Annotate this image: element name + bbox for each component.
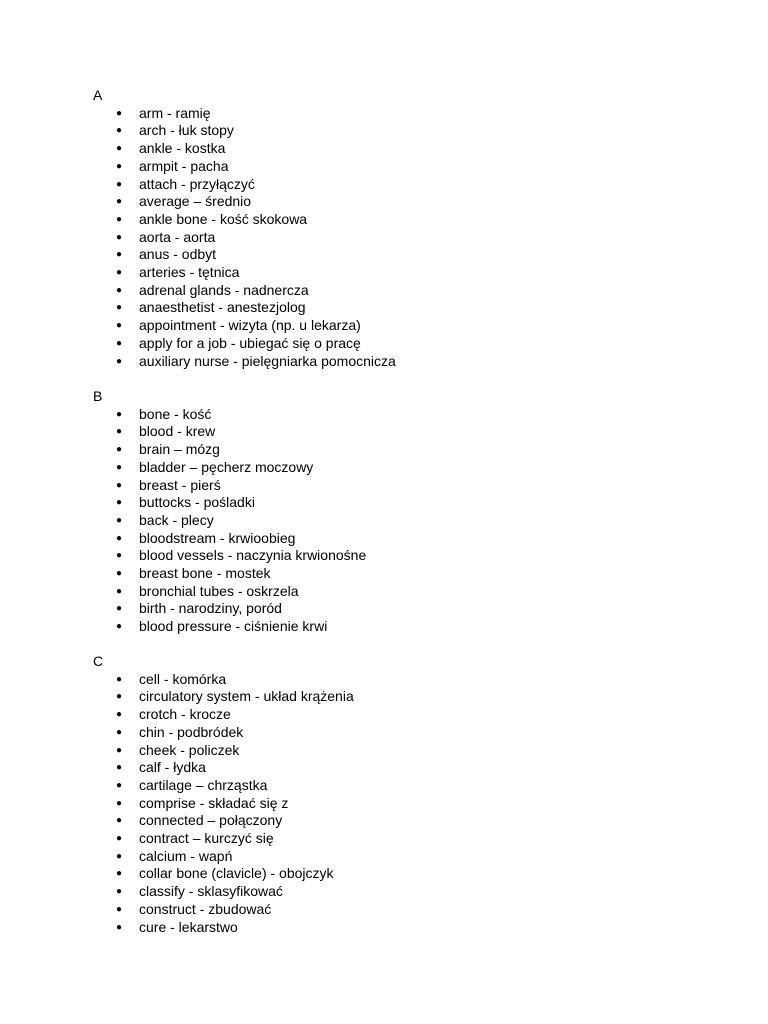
bullet-icon: ● xyxy=(116,143,123,155)
vocabulary-entry: cheek - policzek xyxy=(139,741,240,758)
bullet-icon: ● xyxy=(116,550,123,562)
vocabulary-entry: construct - zbudować xyxy=(139,900,272,917)
bullet-icon: ● xyxy=(116,833,123,844)
bullet-icon: ● xyxy=(116,302,123,314)
bullet-icon: ● xyxy=(116,267,123,278)
vocabulary-entry: circulatory system - układ krążenia xyxy=(139,688,354,705)
vocabulary-entry: ankle bone - kość skokowa xyxy=(139,210,308,227)
bullet-icon: ● xyxy=(116,850,123,862)
vocabulary-entry: breast - pierś xyxy=(139,476,221,493)
vocabulary-entry: arm - ramię xyxy=(139,104,211,121)
bullet-icon: ● xyxy=(116,585,123,597)
vocabulary-entry: anus - odbyt xyxy=(139,246,217,263)
vocabulary-entry: bone - kość xyxy=(139,405,212,422)
vocabulary-entry: apply for a job - ubiegać się o pracę xyxy=(139,334,361,351)
bullet-icon: ● xyxy=(116,621,123,633)
vocabulary-entry: comprise - składać się z xyxy=(139,794,289,811)
vocabulary-entry: bloodstream - krwioobieg xyxy=(139,529,296,546)
vocabulary-entry: appointment - wizyta (np. u lekarza) xyxy=(139,317,361,334)
vocabulary-entry: buttocks - pośladki xyxy=(139,494,255,511)
vocabulary-entry: blood - krew xyxy=(139,423,216,440)
bullet-icon: ● xyxy=(116,160,123,172)
bullet-icon: ● xyxy=(116,444,123,456)
bullet-icon: ● xyxy=(116,231,123,243)
bullet-icon: ● xyxy=(116,797,123,809)
bullet-icon: ● xyxy=(116,568,123,579)
vocabulary-entry: contract – kurczyć się xyxy=(139,830,274,846)
bullet-icon: ● xyxy=(116,461,123,473)
bullet-icon: ● xyxy=(116,532,123,544)
vocabulary-entry: attach - przyłączyć xyxy=(139,175,255,192)
vocabulary-entry: chin - podbródek xyxy=(139,723,244,740)
bullet-icon: ● xyxy=(116,196,123,208)
bullet-icon: ● xyxy=(116,320,123,332)
bullet-icon: ● xyxy=(116,921,123,933)
bullet-icon: ● xyxy=(116,691,123,703)
bullet-icon: ● xyxy=(116,709,123,721)
vocabulary-entry: average – średnio xyxy=(139,193,252,210)
vocabulary-entry: birth - narodziny, poród xyxy=(139,600,282,617)
bullet-icon: ● xyxy=(116,673,123,685)
bullet-icon: ● xyxy=(116,514,123,526)
vocabulary-entry: auxiliary nurse - pielęgniarka pomocnicza xyxy=(139,352,396,369)
vocabulary-entry: anaesthetist - anestezjolog xyxy=(139,299,306,316)
vocabulary-entry: breast bone - mostek xyxy=(139,565,271,581)
bullet-icon: ● xyxy=(116,603,123,615)
vocabulary-entry: cure - lekarstwo xyxy=(139,918,238,935)
bullet-icon: ● xyxy=(116,107,123,119)
vocabulary-entry: blood pressure - ciśnienie krwi xyxy=(139,618,328,635)
bullet-icon: ● xyxy=(116,868,123,880)
bullet-icon: ● xyxy=(116,744,123,756)
bullet-icon: ● xyxy=(116,284,123,296)
bullet-icon: ● xyxy=(116,815,123,827)
vocabulary-entry: cartilage – chrząstka xyxy=(139,776,268,793)
vocabulary-entry: blood vessels - naczynia krwionośne xyxy=(139,547,367,564)
bullet-icon: ● xyxy=(116,426,123,438)
vocabulary-entry: bladder – pęcherz moczowy xyxy=(139,458,314,475)
vocabulary-entry: arteries - tętnica xyxy=(139,264,240,280)
vocabulary-entry: crotch - krocze xyxy=(139,706,231,723)
vocabulary-entry: ankle - kostka xyxy=(139,140,226,157)
vocabulary-entry: connected – połączony xyxy=(139,812,283,829)
section-letter-a: A xyxy=(93,87,103,103)
vocabulary-entry: calf - łydka xyxy=(139,759,206,776)
bullet-icon: ● xyxy=(116,125,123,137)
bullet-icon: ● xyxy=(116,178,123,190)
vocabulary-entry: arch - łuk stopy xyxy=(139,122,234,139)
vocabulary-entry: bronchial tubes - oskrzela xyxy=(139,582,299,599)
bullet-icon: ● xyxy=(116,408,123,420)
bullet-icon: ● xyxy=(116,726,123,738)
vocabulary-entry: adrenal glands - nadnercza xyxy=(139,281,309,298)
bullet-icon: ● xyxy=(116,213,123,225)
vocabulary-entry: aorta - aorta xyxy=(139,228,216,245)
bullet-icon: ● xyxy=(116,337,123,349)
bullet-icon: ● xyxy=(116,903,123,915)
vocabulary-entry: calcium - wapń xyxy=(139,847,233,864)
vocabulary-entry: cell - komórka xyxy=(139,670,227,687)
section-letter-b: B xyxy=(93,388,103,404)
vocabulary-entry: classify - sklasyfikować xyxy=(139,883,283,900)
bullet-icon: ● xyxy=(116,886,123,898)
vocabulary-entry: back - plecy xyxy=(139,511,214,528)
vocabulary-entry: armpit - pacha xyxy=(139,157,229,174)
bullet-icon: ● xyxy=(116,355,123,367)
bullet-icon: ● xyxy=(116,497,123,509)
bullet-icon: ● xyxy=(116,479,123,491)
section-letter-c: C xyxy=(93,653,104,669)
vocabulary-entry: collar bone (clavicle) - obojczyk xyxy=(139,865,334,882)
bullet-icon: ● xyxy=(116,779,123,791)
bullet-icon: ● xyxy=(116,249,123,261)
bullet-icon: ● xyxy=(116,762,123,774)
vocabulary-entry: brain – mózg xyxy=(139,441,220,458)
